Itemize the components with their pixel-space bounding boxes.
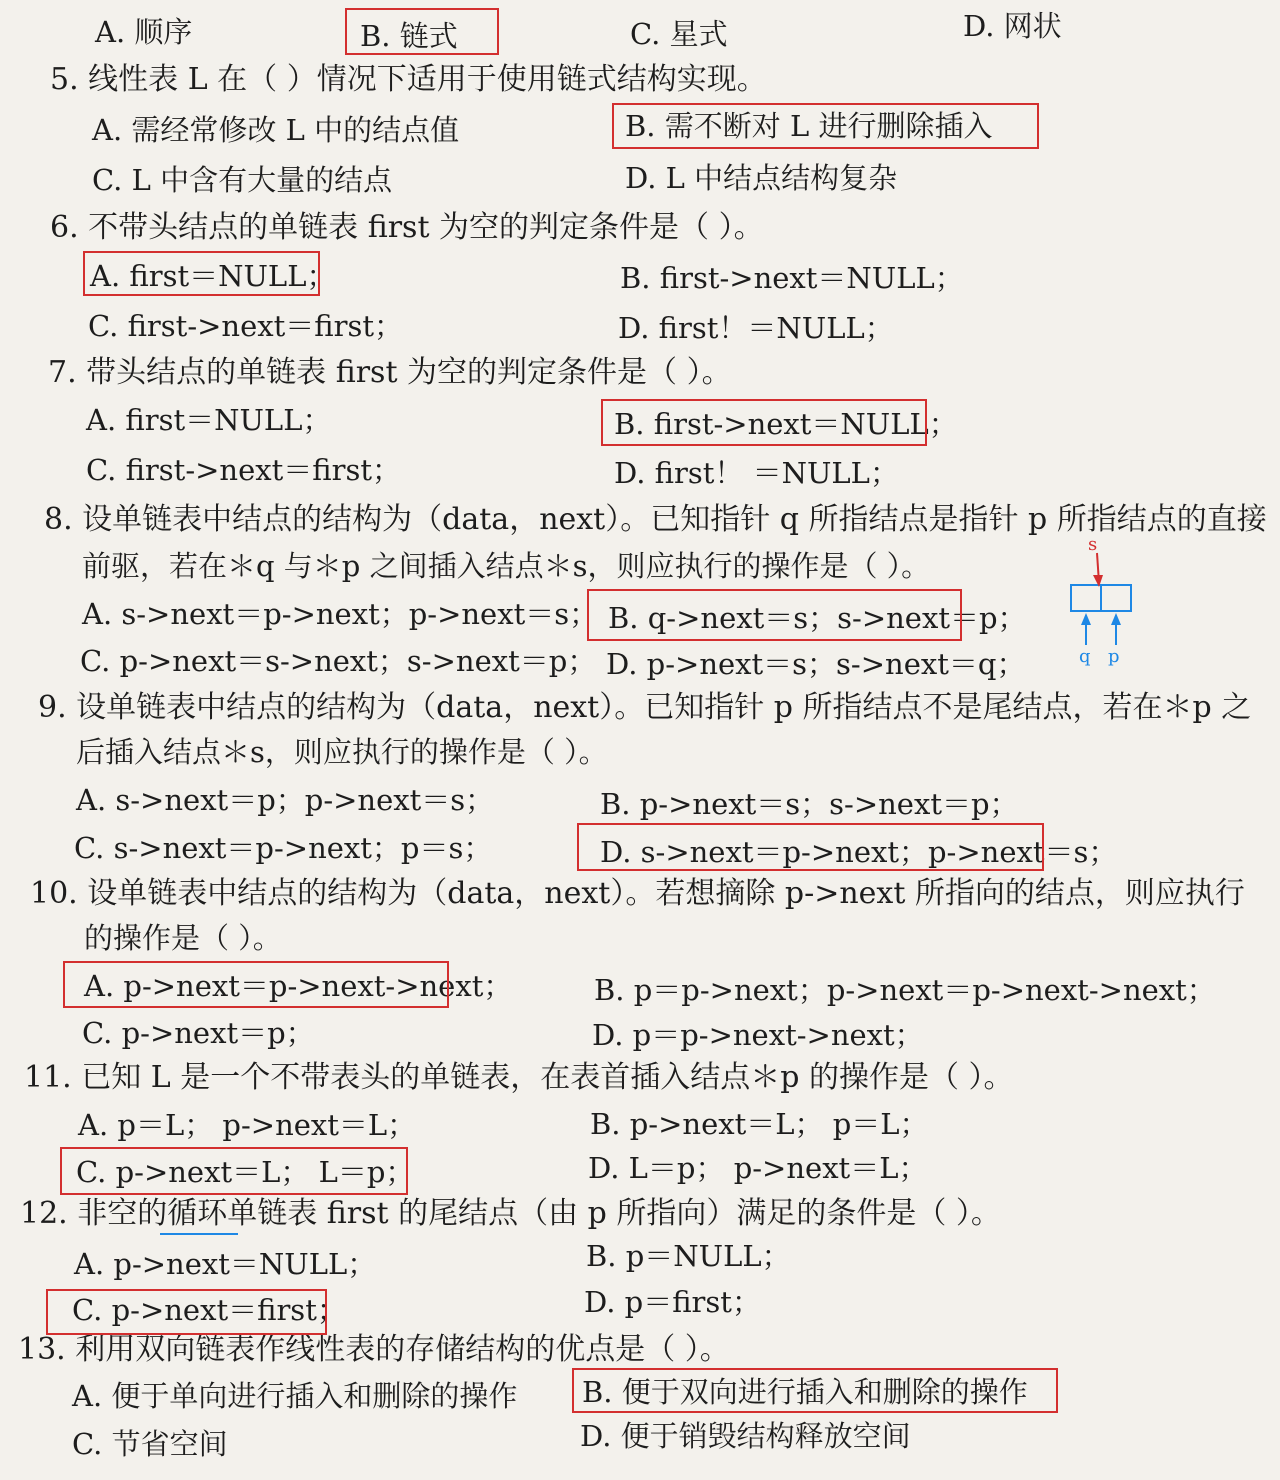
highlight-box-h1 bbox=[345, 8, 499, 55]
line-q9l2: 后插入结点＊s，则应执行的操作是（ ）。 bbox=[76, 735, 608, 769]
line-r1b: B. 链式 bbox=[360, 19, 458, 53]
line-q11: 11. 已知 L 是一个不带表头的单链表，在表首插入结点＊p 的操作是（ ）。 bbox=[24, 1060, 1014, 1095]
line-q12c: C. p->next＝first； bbox=[72, 1293, 346, 1327]
node-right-cell bbox=[1101, 585, 1131, 611]
line-q6a: A. first＝NULL； bbox=[90, 259, 336, 293]
diagram-svg bbox=[1055, 535, 1145, 675]
line-q9: 9. 设单链表中结点的结构为（data，next）。已知指针 p 所指结点不是尾结点，若在＊p 之 bbox=[38, 690, 1252, 725]
line-q9c: C. s->next＝p->next；p＝s； bbox=[74, 831, 493, 865]
line-q10l2: 的操作是（ ）。 bbox=[84, 921, 282, 955]
line-q7: 7. 带头结点的单链表 first 为空的判定条件是（ ）。 bbox=[48, 355, 732, 390]
line-q7c: C. first->next＝first； bbox=[86, 453, 402, 487]
highlight-box-h13 bbox=[572, 1368, 1058, 1413]
line-q10b: B. p＝p->next；p->next＝p->next->next； bbox=[594, 973, 1216, 1007]
line-q8d: D. p->next＝s；s->next＝q； bbox=[606, 647, 1026, 681]
highlight-box-h6 bbox=[83, 251, 320, 296]
line-q9b: B. p->next＝s；s->next＝p； bbox=[600, 787, 1019, 821]
line-q8b: B. q->next＝s；s->next＝p； bbox=[608, 601, 1027, 635]
line-q5d: D. L 中结点结构复杂 bbox=[625, 161, 898, 195]
line-q12d: D. p＝first； bbox=[584, 1285, 761, 1319]
line-r1c: C. 星式 bbox=[630, 17, 728, 51]
highlight-box-h12 bbox=[46, 1289, 327, 1335]
line-q12: 12. 非空的循环单链表 first 的尾结点（由 p 所指向）满足的条件是（ ）。 bbox=[20, 1196, 1001, 1231]
line-r1d: D. 网状 bbox=[963, 9, 1062, 43]
line-q8a: A. s->next＝p->next；p->next＝s； bbox=[82, 597, 599, 631]
line-q7b: B. first->next＝NULL； bbox=[614, 407, 958, 441]
line-q13: 13. 利用双向链表作线性表的存储结构的优点是（ ）。 bbox=[18, 1332, 730, 1367]
line-q5a: A. 需经常修改 L 中的结点值 bbox=[92, 113, 460, 147]
line-q13b: B. 便于双向进行插入和删除的操作 bbox=[582, 1375, 1028, 1409]
line-q5: 5. 线性表 L 在（ ）情况下适用于使用链式结构实现。 bbox=[50, 62, 767, 97]
line-q10: 10. 设单链表中结点的结构为（data，next）。若想摘除 p->next 所指向的结点，则应执行 bbox=[30, 876, 1245, 911]
line-q13d: D. 便于销毁结构释放空间 bbox=[580, 1419, 911, 1453]
line-q5b: B. 需不断对 L 进行删除插入 bbox=[625, 109, 993, 143]
line-q5c: C. L 中含有大量的结点 bbox=[92, 163, 393, 197]
line-q10c: C. p->next＝p； bbox=[82, 1016, 315, 1050]
highlight-box-h8 bbox=[587, 589, 962, 641]
highlight-box-h9 bbox=[577, 823, 1044, 871]
insert-node-diagram bbox=[1055, 535, 1145, 675]
line-q11d: D. L＝p； p->next＝L； bbox=[588, 1151, 928, 1185]
handwritten-underline bbox=[160, 1233, 238, 1235]
line-q11c: C. p->next＝L； L＝p； bbox=[76, 1155, 415, 1189]
line-q13a: A. 便于单向进行插入和删除的操作 bbox=[72, 1379, 518, 1413]
line-q10d: D. p＝p->next->next； bbox=[592, 1018, 924, 1052]
node-left-cell bbox=[1071, 585, 1101, 611]
line-q6b: B. first->next＝NULL； bbox=[620, 261, 964, 295]
line-q8l2: 前驱，若在＊q 与＊p 之间插入结点＊s，则应执行的操作是（ ）。 bbox=[82, 549, 931, 583]
line-q12a: A. p->next＝NULL； bbox=[74, 1247, 377, 1281]
highlight-box-h5 bbox=[612, 103, 1039, 149]
line-q7a: A. first＝NULL； bbox=[86, 403, 332, 437]
line-q8c: C. p->next＝s->next；s->next＝p； bbox=[80, 644, 597, 678]
line-q9a: A. s->next＝p；p->next＝s； bbox=[76, 783, 495, 817]
line-q10a: A. p->next＝p->next->next； bbox=[84, 969, 513, 1003]
line-q13c: C. 节省空间 bbox=[72, 1427, 228, 1461]
line-r1: A. 顺序 bbox=[95, 15, 193, 49]
highlight-box-h7 bbox=[601, 399, 927, 446]
diagram-p-label: p bbox=[1108, 646, 1120, 667]
diagram-s-label: s bbox=[1088, 534, 1098, 555]
line-q8: 8. 设单链表中结点的结构为（data，next）。已知指针 q 所指结点是指针 p 所指结点的直接 bbox=[44, 502, 1267, 537]
q-arrow-head bbox=[1081, 613, 1091, 625]
line-q11a: A. p＝L； p->next＝L； bbox=[78, 1108, 417, 1142]
p-arrow-head bbox=[1111, 613, 1121, 625]
line-q9d: D. s->next＝p->next；p->next＝s； bbox=[600, 835, 1118, 869]
diagram-q-label: q bbox=[1079, 646, 1091, 667]
highlight-box-h10 bbox=[63, 961, 449, 1008]
highlight-box-h11 bbox=[60, 1147, 408, 1195]
line-q6: 6. 不带头结点的单链表 first 为空的判定条件是（ ）。 bbox=[50, 210, 764, 245]
line-q6d: D. first！＝NULL； bbox=[618, 311, 894, 345]
line-q11b: B. p->next＝L； p＝L； bbox=[590, 1107, 929, 1141]
line-q12b: B. p＝NULL； bbox=[586, 1239, 791, 1273]
line-q6c: C. first->next＝first； bbox=[88, 309, 404, 343]
line-q7d: D. first！ ＝NULL； bbox=[614, 456, 899, 490]
